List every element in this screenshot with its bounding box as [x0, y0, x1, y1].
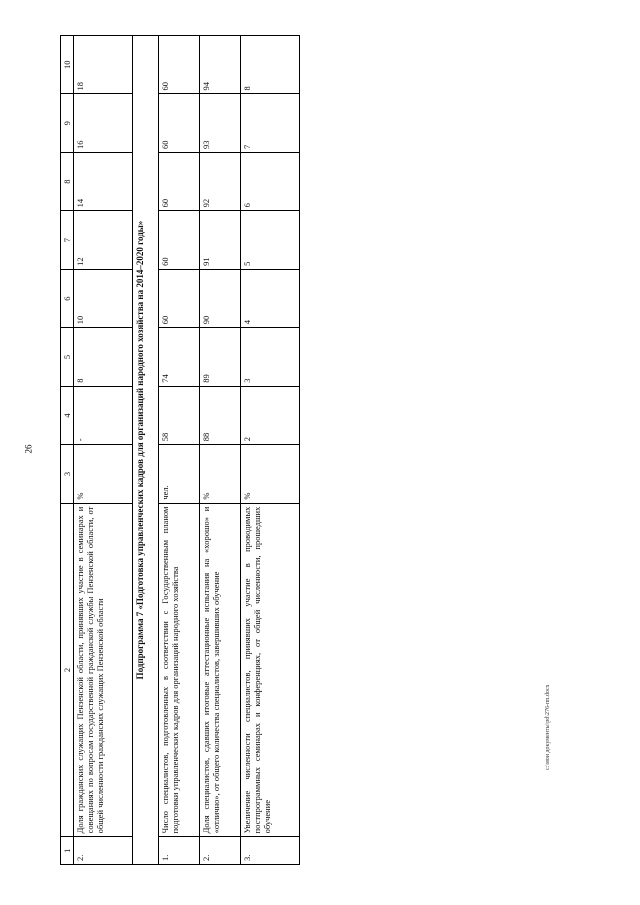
row-text: Увеличение численности специалистов, принявших участие в проводимых постпрограммных семинарах и конференциях, от общей численности, прошедших обучение	[241, 503, 300, 837]
row-value: 14	[74, 152, 133, 210]
row-value: 10	[74, 269, 133, 327]
header-cell: 7	[61, 211, 74, 269]
table-header-row	[61, 36, 74, 865]
row-value: 90	[200, 269, 241, 327]
row-value: 7	[241, 94, 300, 152]
row-value: 8	[74, 328, 133, 386]
row-value: 93	[200, 94, 241, 152]
header-cell: 1	[61, 837, 74, 865]
header-cell: 10	[61, 36, 74, 94]
row-value: 8	[241, 36, 300, 94]
table-row	[200, 36, 241, 865]
row-value: 88	[200, 386, 241, 444]
row-value: 6	[241, 152, 300, 210]
row-value: 12	[74, 211, 133, 269]
header-cell: 8	[61, 152, 74, 210]
row-value: 3	[241, 328, 300, 386]
page-number: 26	[23, 444, 34, 454]
indicators-table	[60, 35, 300, 865]
row-text: Доля специалистов, сдавших итоговые аттестационные испытания на «хорошо» и «отлично», от общего количества специалистов, завершивших обучение	[200, 503, 241, 837]
row-text: Число специалистов, подготовленных в соответствии с Государственным планом подготовки управленческих кадров для организаций народного хозяйства	[159, 503, 200, 837]
row-value: 60	[159, 36, 200, 94]
row-value: 18	[74, 36, 133, 94]
row-value: 58	[159, 386, 200, 444]
row-unit: %	[74, 445, 133, 503]
header-cell: 6	[61, 269, 74, 327]
subprogram-title: Подпрограмма 7 «Подготовка управленческих кадров для организаций народного хозяйства на 2014–2020 годы»	[132, 36, 159, 865]
row-value: 91	[200, 211, 241, 269]
row-value: 4	[241, 269, 300, 327]
header-cell: 4	[61, 386, 74, 444]
row-value: 94	[200, 36, 241, 94]
row-value: 60	[159, 94, 200, 152]
row-unit: %	[241, 445, 300, 503]
table-row	[74, 36, 133, 865]
header-cell: 2	[61, 503, 74, 837]
row-number: 2.	[74, 837, 133, 865]
header-cell: 9	[61, 94, 74, 152]
table-row	[159, 36, 200, 865]
table-row	[241, 36, 300, 865]
row-value: 60	[159, 152, 200, 210]
row-number: 1.	[159, 837, 200, 865]
row-value: 60	[159, 211, 200, 269]
row-unit: чел.	[159, 445, 200, 503]
subprogram-row	[132, 36, 159, 865]
header-cell: 3	[61, 445, 74, 503]
header-cell: 5	[61, 328, 74, 386]
row-text: Доля гражданских служащих Пензенской области, принявших участие в семинарах и совещаниях по вопросам государственной гражданской службы Пензенской области, от общей численности гражданских служащих Пензенской области	[74, 503, 133, 837]
row-value: 2	[241, 386, 300, 444]
row-number: 2.	[200, 837, 241, 865]
row-number: 3.	[241, 837, 300, 865]
row-value: 89	[200, 328, 241, 386]
row-unit: %	[200, 445, 241, 503]
rotated-table-container	[60, 35, 300, 865]
footer-file-path: c:\мои документы\pd\276-пп.docx	[545, 684, 551, 770]
row-value: 74	[159, 328, 200, 386]
row-value: 92	[200, 152, 241, 210]
row-value: 16	[74, 94, 133, 152]
row-value: 60	[159, 269, 200, 327]
row-value: -	[74, 386, 133, 444]
row-value: 5	[241, 211, 300, 269]
